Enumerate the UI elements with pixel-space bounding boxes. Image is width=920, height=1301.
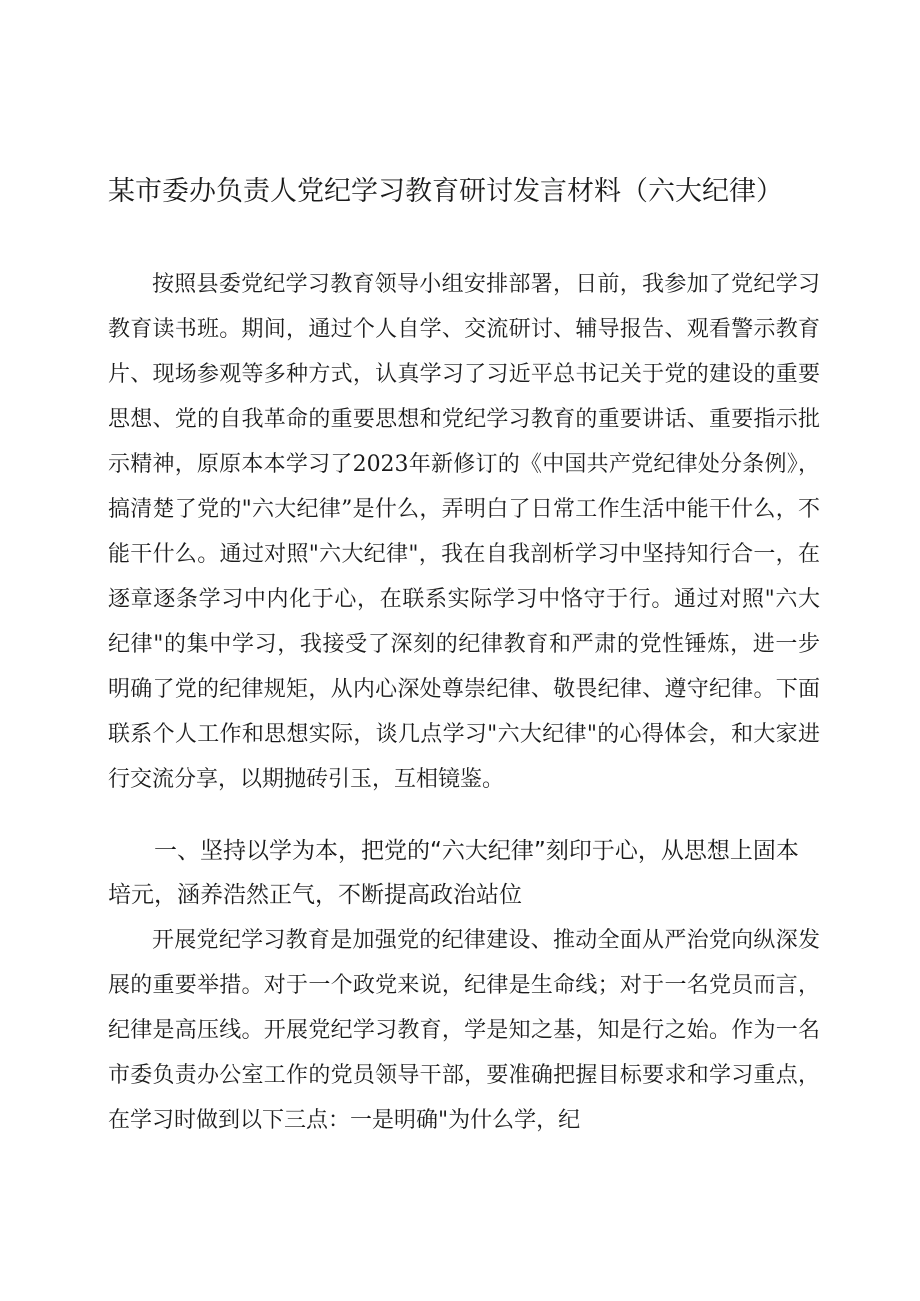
section-1-paragraph: 开展党纪学习教育是加强党的纪律建设、推动全面从严治党向纵深发展的重要举措。对于一个政党来说，纪律是生命线；对于一名党员而言，纪律是高压线。开展党纪学习教育，学是知之基，知是行之始。作为一名市委负责办公室工作的党员领导干部，要准确把握目标要求和学习重点，在学习时做到以下三点：一是明确"为什么学，纪 bbox=[108, 928, 820, 1133]
intro-paragraph: 按照县委党纪学习教育领导小组安排部署，日前，我参加了党纪学习教育读书班。期间，通过个人自学、交流研讨、辅导报告、观看警示教育片、现场参观等多种方式，认真学习了习近平总书记关于党的建设的重要思想、党的自我革命的重要思想和党纪学习教育的重要讲话、重要指示批示精神，原原本本学习了2023年新修订的《中国共产党纪律处分条例》，搞清楚了党的"六大纪律”是什么，弄明白了日常工作生活中能干什么，不能干什么。通过对照"六大纪律"，我在自我剖析学习中坚持知行合一，在逐章逐条学习中内化于心，在联系实际学习中恪守于行。通过对照"六大纪律"的集中学习，我接受了深刻的纪律教育和严肃的党性锤炼，进一步明确了党的纪律规矩，从内心深处尊崇纪律、敬畏纪律、遵守纪律。下面联系个人工作和思想实际，谈几点学习"六大纪律"的心得体会，和大家进行交流分享，以期抛砖引玉，互相镜鉴。 bbox=[108, 272, 820, 792]
section-1-heading: 一、坚持以学为本，把党的“六大纪律”刻印于心，从思想上固本培元，涵养浩然正气，不断提高政治站位 bbox=[108, 838, 799, 908]
document-title: 某市委办负责人党纪学习教育研讨发言材料（六大纪律） bbox=[108, 176, 783, 207]
